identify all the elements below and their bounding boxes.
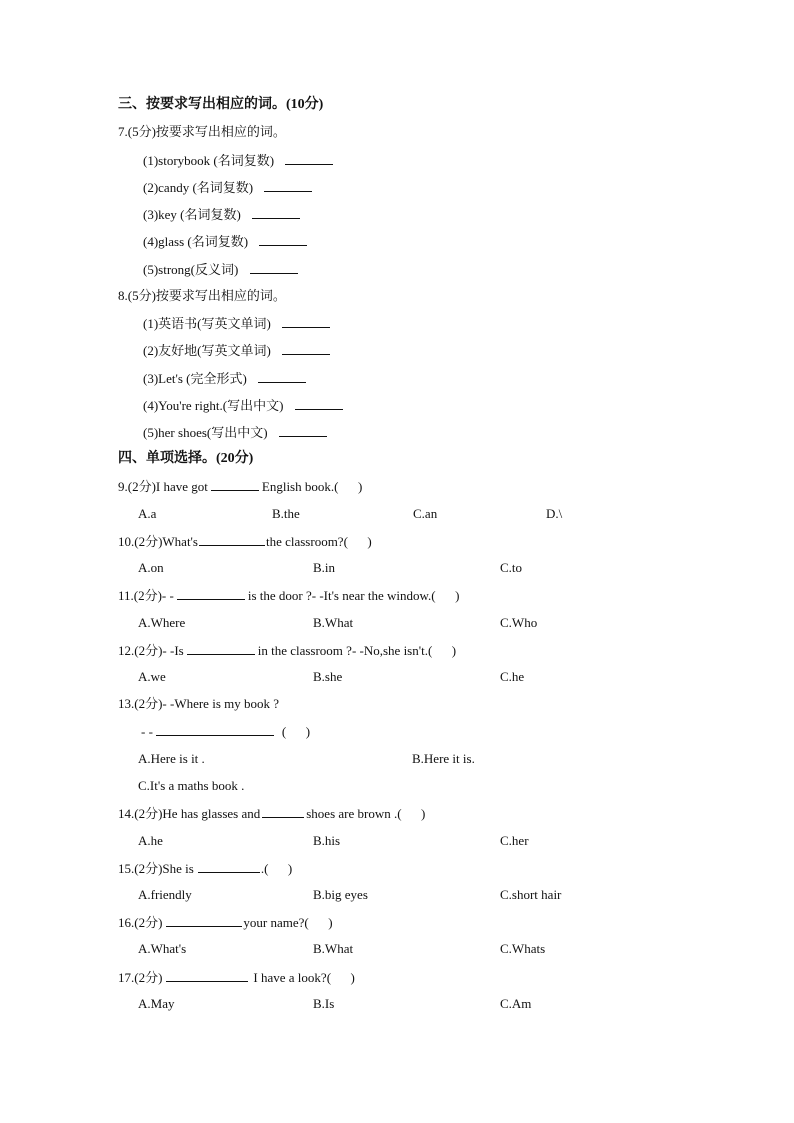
answer-blank[interactable] xyxy=(264,179,312,192)
q8-item-5: (5)her shoes(写出中文) xyxy=(143,424,327,441)
q11-option-a[interactable]: A.Where xyxy=(138,615,186,630)
q14-option-a[interactable]: A.he xyxy=(138,833,163,848)
q16-option-b[interactable]: B.What xyxy=(313,941,354,956)
section-3-title: 三、按要求写出相应的词。(10分) xyxy=(118,97,324,112)
answer-blank[interactable] xyxy=(282,342,330,355)
q13-option-a[interactable]: A.Here is it . xyxy=(138,751,205,766)
answer-blank[interactable] xyxy=(198,860,260,873)
q12-option-b[interactable]: B.she xyxy=(313,669,343,684)
answer-blank[interactable] xyxy=(177,587,245,600)
q7-item-5: (5)strong(反义词) xyxy=(143,261,298,278)
question-10: 10.(2分)What's the classroom?( ) xyxy=(118,534,372,549)
question-16: 16.(2分) your name?( ) xyxy=(118,915,333,930)
answer-blank[interactable] xyxy=(250,261,298,274)
answer-blank[interactable] xyxy=(166,914,242,927)
question-13-stem: 13.(2分)- -Where is my book ? xyxy=(118,696,280,711)
q15-option-a[interactable]: A.friendly xyxy=(138,887,192,902)
question-12: 12.(2分)- -Is in the classroom ?- -No,she isn't.( ) xyxy=(118,643,457,658)
q12-option-c[interactable]: C.he xyxy=(500,669,525,684)
q9-option-a[interactable]: A.a xyxy=(138,506,157,521)
answer-blank[interactable] xyxy=(282,315,330,328)
question-9: 9.(2分)I have got English book.( ) xyxy=(118,479,363,494)
q16-option-c[interactable]: C.Whats xyxy=(500,941,546,956)
question-11: 11.(2分)- - is the door ?- -It's near the window.( ) xyxy=(118,588,460,603)
answer-blank[interactable] xyxy=(285,152,333,165)
question-14: 14.(2分)He has glasses and shoes are brown .( ) xyxy=(118,806,426,821)
q7-item-2: (2)candy (名词复数) xyxy=(143,179,312,196)
q10-option-b[interactable]: B.in xyxy=(313,560,336,575)
q17-option-b[interactable]: B.Is xyxy=(313,996,335,1011)
question-17: 17.(2分) I have a look?( ) xyxy=(118,970,355,985)
answer-blank[interactable] xyxy=(187,642,255,655)
q16-option-a[interactable]: A.What's xyxy=(138,941,187,956)
q7-item-1: (1)storybook (名词复数) xyxy=(143,152,333,169)
q7-item-3: (3)key (名词复数) xyxy=(143,206,300,223)
q17-option-c[interactable]: C.Am xyxy=(500,996,532,1011)
question-13-line2: - - ( ) xyxy=(141,724,311,739)
q8-item-2: (2)友好地(写英文单词) xyxy=(143,342,330,359)
q9-option-b[interactable]: B.the xyxy=(272,506,300,521)
answer-blank[interactable] xyxy=(156,723,274,736)
q17-option-a[interactable]: A.May xyxy=(138,996,175,1011)
q11-option-c[interactable]: C.Who xyxy=(500,615,538,630)
question-7-stem: 7.(5分)按要求写出相应的词。 xyxy=(118,124,286,139)
q11-option-b[interactable]: B.What xyxy=(313,615,354,630)
q12-option-a[interactable]: A.we xyxy=(138,669,166,684)
q8-item-4: (4)You're right.(写出中文) xyxy=(143,397,343,414)
q9-option-d[interactable]: D.\ xyxy=(546,506,563,521)
answer-blank[interactable] xyxy=(262,805,304,818)
q13-option-c[interactable]: C.It's a maths book . xyxy=(138,778,245,793)
answer-blank[interactable] xyxy=(211,478,259,491)
q10-option-a[interactable]: A.on xyxy=(138,560,164,575)
answer-blank[interactable] xyxy=(252,206,300,219)
q9-option-c[interactable]: C.an xyxy=(413,506,438,521)
answer-blank[interactable] xyxy=(295,397,343,410)
q15-option-c[interactable]: C.short hair xyxy=(500,887,562,902)
q14-option-b[interactable]: B.his xyxy=(313,833,341,848)
question-8-stem: 8.(5分)按要求写出相应的词。 xyxy=(118,288,286,303)
answer-blank[interactable] xyxy=(166,969,248,982)
answer-blank[interactable] xyxy=(258,370,306,383)
q7-item-4: (4)glass (名词复数) xyxy=(143,233,307,250)
q10-option-c[interactable]: C.to xyxy=(500,560,523,575)
answer-blank[interactable] xyxy=(279,424,327,437)
section-4-title: 四、单项选择。(20分) xyxy=(118,451,254,466)
q14-option-c[interactable]: C.her xyxy=(500,833,529,848)
q15-option-b[interactable]: B.big eyes xyxy=(313,887,368,902)
answer-blank[interactable] xyxy=(259,233,307,246)
question-15: 15.(2分)She is .( ) xyxy=(118,861,293,876)
q8-item-3: (3)Let's (完全形式) xyxy=(143,370,306,387)
answer-blank[interactable] xyxy=(199,533,265,546)
q13-option-b[interactable]: B.Here it is. xyxy=(412,751,475,766)
q8-item-1: (1)英语书(写英文单词) xyxy=(143,315,330,332)
